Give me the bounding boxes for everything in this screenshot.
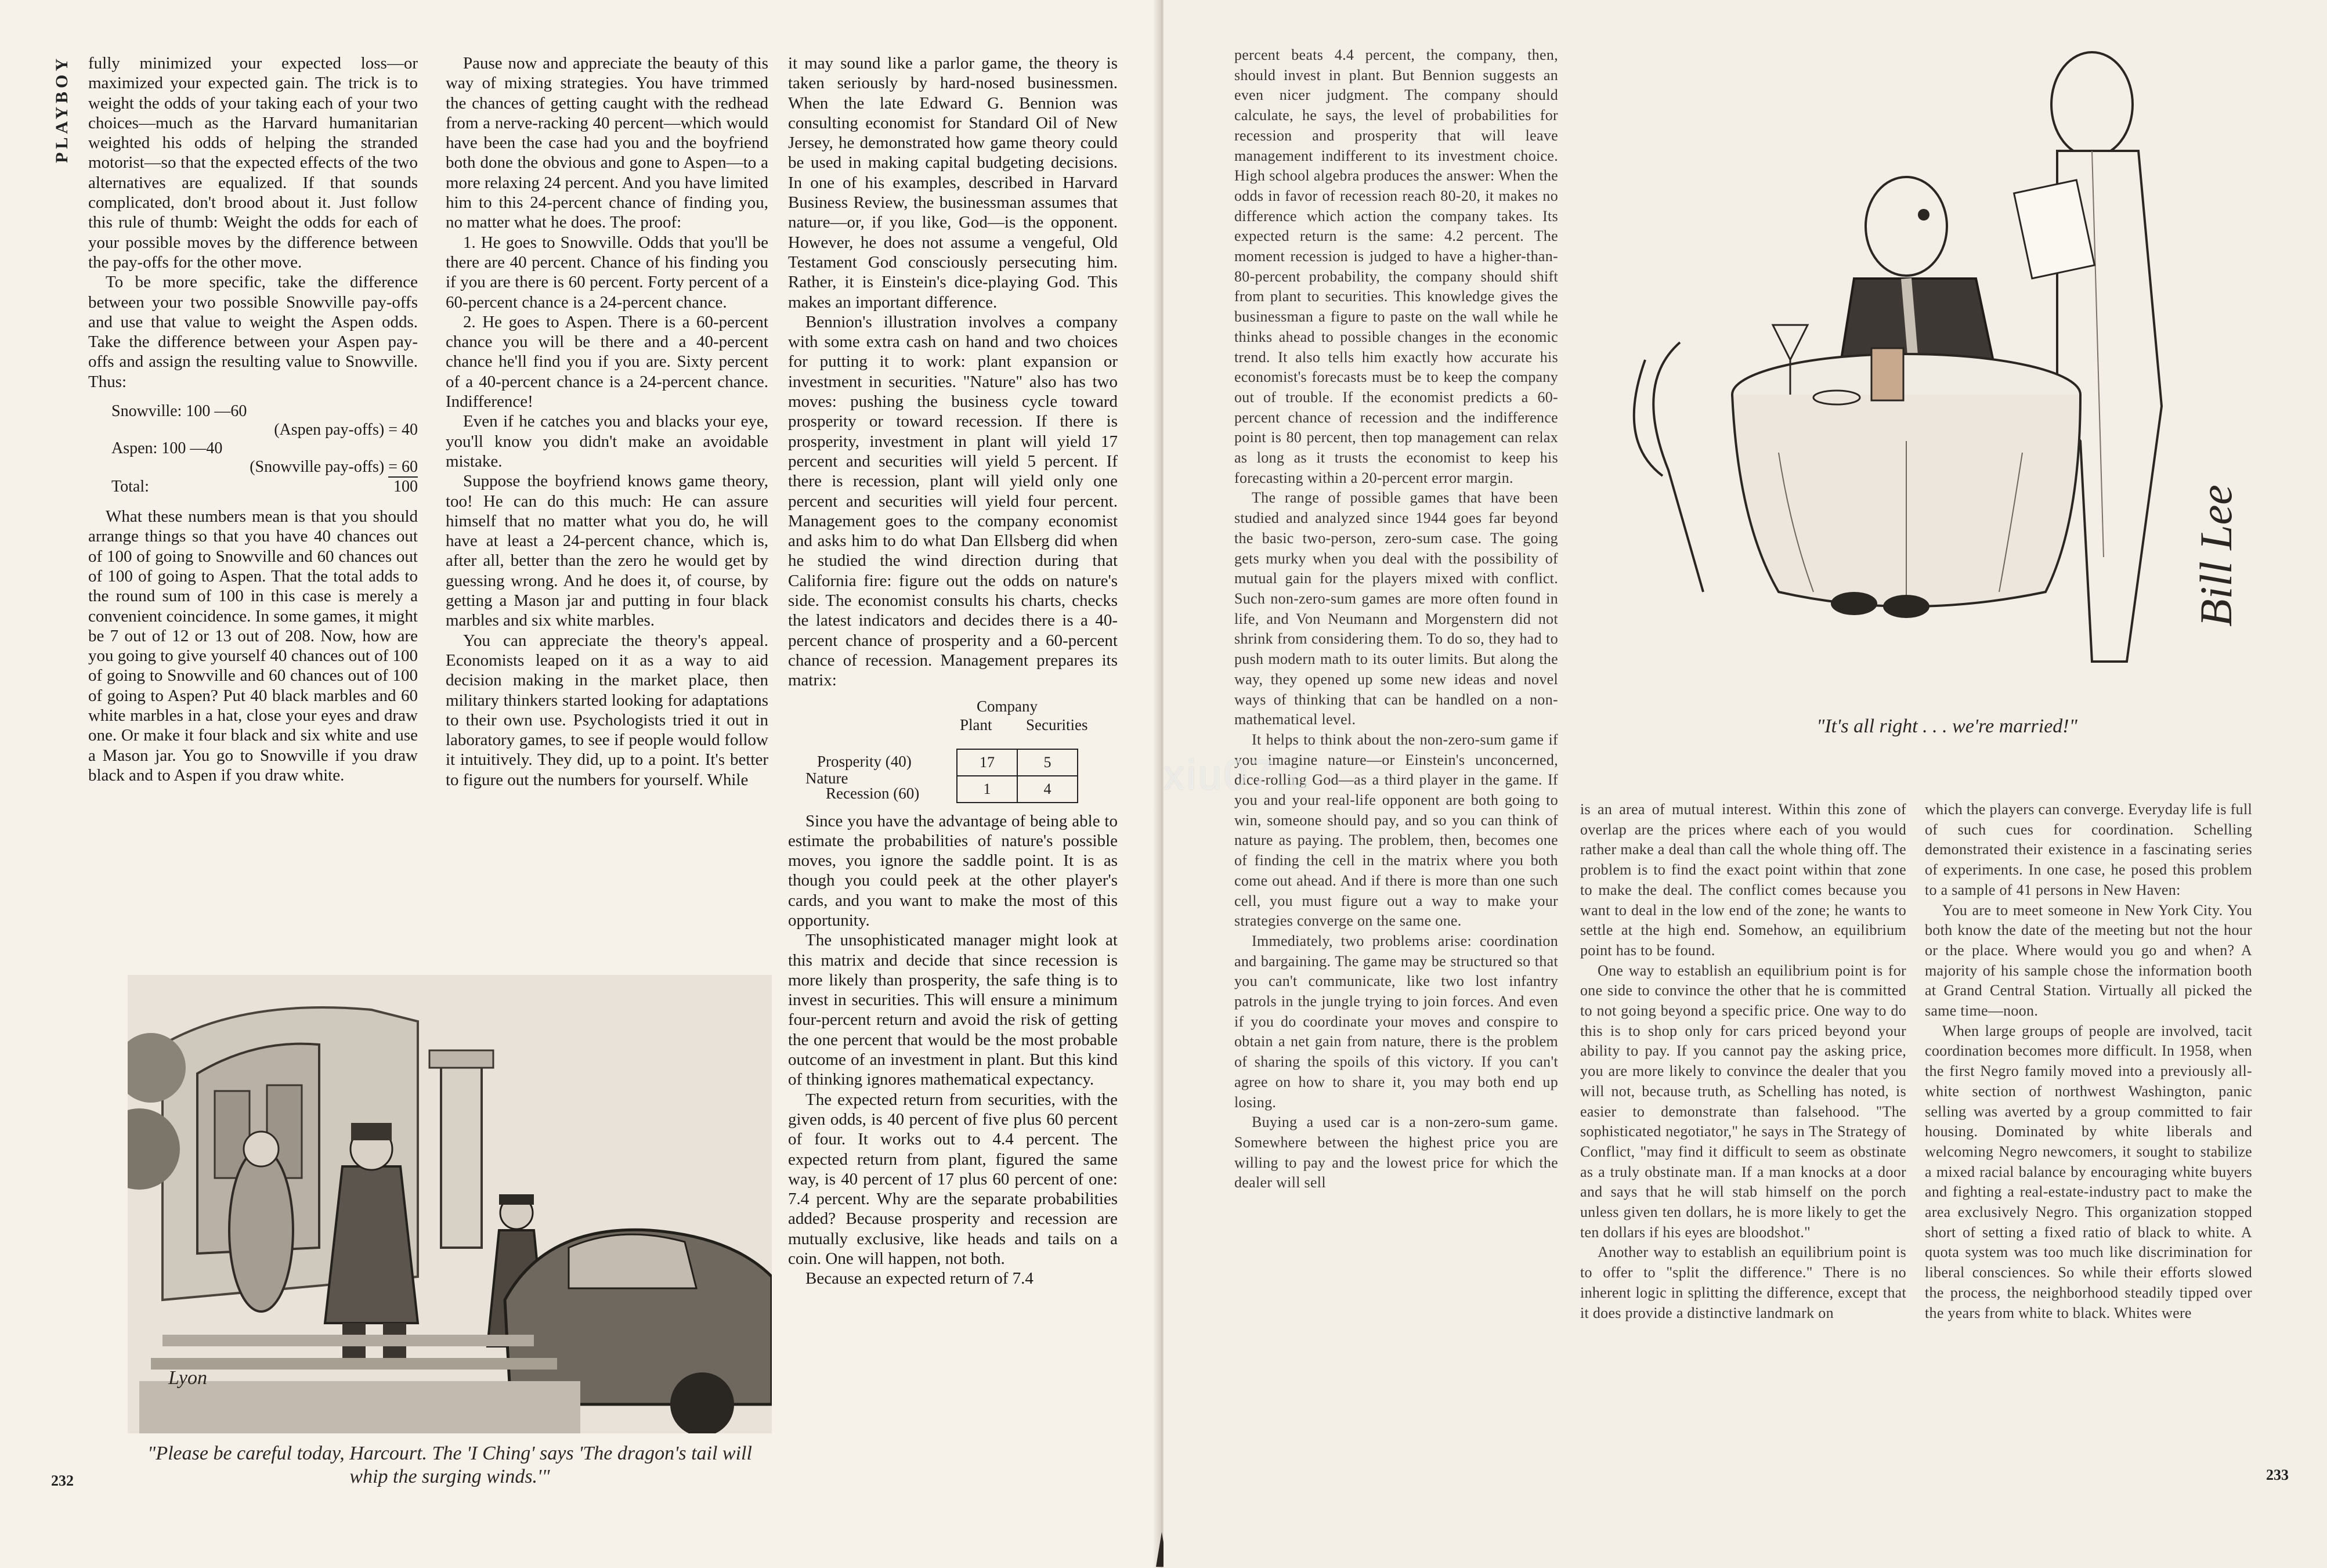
matrix-nature-label: Nature <box>805 769 848 787</box>
payoff-calculation <box>111 402 418 496</box>
paragraph: is an area of mutual interest. Within this zone of overlap are the prices where each of you would rather make a deal than call the whole thing off. The problem is to find the exact point within that zone to make the deal. The conflict comes because you want to deal in the low end of the zone; he wants to settle at the high end. Somehow, an equilibrium point has to be found. <box>1580 801 1906 959</box>
paragraph: which the players can converge. Everyday life is full of such cues for coordination. Schelling demonstrated their existence in a fascinating series of experiments. In one case, he posed this problem to a sample of 41 persons in New Haven: <box>1925 801 2252 898</box>
right-page <box>1164 0 2327 1568</box>
calc-total-label: Total: <box>111 478 149 496</box>
calc-snowville-value: = 40 <box>388 421 418 439</box>
calc-aspen-sub: (Snowville pay-offs) <box>250 458 385 476</box>
matrix-cell: 4 <box>1017 776 1078 803</box>
paragraph: Immediately, two problems arise: coordination and bargaining. The game may be structured so that you can't communicate, like two lost infantry patrols in the jungle trying to join forces. And even if you do coordinate your moves and conspire to obtain a net gain from nature, there is the problem of sharing the spoils of this victory. If you can't agree on how to share it, you may both end up losing. <box>1234 932 1558 1111</box>
paragraph: 2. He goes to Aspen. There is a 60-percent chance you will be there and a 40-percent chance he'll find you if you are. Sixty percent of a 40-percent chance is a 24-percent chance. Indifference! <box>446 312 768 411</box>
magazine-running-head: PLAYBOY <box>52 55 71 163</box>
cartoon-signature: Lyon <box>168 1367 207 1389</box>
paragraph: Suppose the boyfriend knows game theory, too! He can do this much: He can assure himself that no matter what you do, he will have at least a 24-percent chance, which is, after all, better than the zero he would get by guessing wrong. And he does it, of course, by getting a Mason jar and putting in four black marbles and six white marbles. <box>446 472 768 630</box>
paragraph: 1. He goes to Snowville. Odds that you'll be there are 40 percent. Chance of his finding you if you are there is 60 percent. Forty percent of a 60-percent chance is a 24-percent chance. <box>446 233 768 312</box>
paragraph: Since you have the advantage of being able to estimate the probabilities of nature's possible moves, you ignore the saddle point. It is as though you could peek at the other player's cards, and you want to make the most of this opportunity. <box>788 811 1118 930</box>
paragraph: Bennion's illustration involves a company with some extra cash on hand and two choices for putting it to work: plant expansion or investment in securities. "Nature" also has two moves: pushing the business cycle toward prosperity or toward recession. If there is prosperity, investment in plant will yield 17 percent and securities will yield 5 percent. If there is recession, plant will yield only one percent and securities will yield four percent. Management goes to the company economist and asks him to do what Dan Ellsberg did when he studied the wind direction during that California fire: figure out the odds on nature's side. The economist consults his charts, checks the latest indicators and decides there is a 40-percent chance of prosperity and a 60-percent chance of recession. Management prepares its matrix: <box>788 312 1118 690</box>
page-number-right: 233 <box>2266 1466 2289 1483</box>
matrix-securities-header: Securities <box>1026 716 1088 734</box>
paragraph: The range of possible games that have been studied and analyzed since 1944 goes far beyond the basic two-person, zero-sum case. The going gets murky when you deal with the possibility of mutual gain for the players mixed with conflict. Such non-zero-sum games are more often found in life, and Von Neumann and Morgenstern did not shrink from considering them. To do so, they had to push modern math to its outer limits. But along the way, they opened up some new ideas and novel ways of thinking that can be handled on a non-mathematical level. <box>1234 489 1558 728</box>
paragraph: The unsophisticated manager might look at this matrix and decide that since recession is more likely than prosperity, the safe thing is to invest in securities. This will ensure a minimum four-percent return and avoid the risk of getting the one percent that would be the most probable outcome of an investment in plant. But this kind of thinking ignores mathematical expectancy. <box>788 931 1118 1089</box>
matrix-recession-label: Recession (60) <box>826 784 920 802</box>
watermark: xiu07.c <box>1164 752 1313 799</box>
paragraph: You are to meet someone in New York City. You both know the date of the meeting but not the hour or the place. Where would you go and when? A majority of his sample chose the information booth at Grand Central Station. Virtually all picked the same time—noon. <box>1925 901 2252 1020</box>
matrix-table <box>956 749 1078 803</box>
calc-snowville-sub: (Aspen pay-offs) <box>274 421 385 439</box>
paragraph: What these numbers mean is that you should arrange things so that you have 40 chances out of 100 of going to Snowville and 60 chances out of 100 of going to Aspen. That the total adds to the round sum of 100 in this case is merely a convenient coincidence. In some games, it might be 7 out of 12 or 13 out of 208. Now, how are you going to give yourself 40 chances out of 100 of going to Snowville and 60 chances out of 100 of going to Aspen? Put 40 black marbles and 60 white marbles in a hat, close your eyes and draw one. Or make it four black and six white and use a Mason jar. You go to Snowville if you draw black and to Aspen if you draw white. <box>88 507 418 785</box>
paragraph: Because an expected return of 7.4 <box>805 1269 1034 1288</box>
paragraph: fully minimized your expected loss—or maximized your expected gain. The trick is to weight the odds of your taking each of your two choices—much as the Harvard humanitarian weighted his odds of helping the stranded motorist—so that the expected effects of the two alternatives are equalized. If that sounds complicated, don't brood about it. Just follow this rule of thumb: Weight the odds for each of your possible moves by the difference between the pay-offs for the other move. <box>88 54 418 272</box>
matrix-plant-header: Plant <box>960 716 992 734</box>
cartoon-signature: Bill Lee <box>2191 485 2241 627</box>
calc-snowville: Snowville: 100 —60 <box>111 402 247 421</box>
paragraph: To be more specific, take the difference between your two possible Snowville pay-offs and use that value to weight the Aspen odds. Take the difference between your Aspen pay-offs and assign the resulting value to Snowville. Thus: <box>88 273 418 391</box>
right-column-2 <box>1580 800 1906 1323</box>
cartoon-illustration-right <box>1581 35 2243 720</box>
paragraph: One way to establish an equilibrium point is for one side to convince the other that he is committed to not going beyond a specific price. One way to do this is to shop only for cars priced beyond your ability to pay. If you cannot pay the asking price, you are more likely to convince the dealer that you will not, because truth, as Schelling has noted, is easier to demonstrate than falsehood. "The sophisticated negotiator," he says in The Strategy of Conflict, "may find it difficult to seem as obstinate as a truly obstinate man. If a man knocks at a door and says that he will stab himself on the porch unless given ten dollars, he is more likely to get the ten dollars if his eyes are bloodshot." <box>1580 962 1906 1241</box>
paragraph: Buying a used car is a non-zero-sum game. Somewhere between the highest price you are willing to pay and the lowest price for which the dealer will sell <box>1234 1114 1558 1191</box>
cartoon-drawing <box>128 975 772 1433</box>
paragraph: It helps to think about the non-zero-sum game if you imagine nature—or Einstein's unconcerned, dice-rolling God—as a third player in the game. If you and your real-life opponent are both going to win, someone should pay, and so you can think of nature as paying. The problem, then, becomes one of finding the cell in the matrix where you both come out ahead. And if there is more than one such cell, you must figure out a way to make your strategies converge on the same one. <box>1234 731 1558 930</box>
right-column-3 <box>1925 800 2252 1323</box>
paragraph: Another way to establish an equilibrium point is to offer to "split the difference." There is no inherent logic in splitting the difference, except that it does provide a distinctive landmark on <box>1580 1244 1906 1321</box>
paragraph: it may sound like a parlor game, the theory is taken seriously by hard-nosed businessmen. When the late Edward G. Bennion was consulting economist for Standard Oil of New Jersey, he demonstrated how game theory could be used in making capital budgeting decisions. In one of his examples, described in Harvard Business Review, the businessman assumes that nature—or, if you like, God—is the opponent. However, he does not assume a vengeful, Old Testament God consciously persecuting him. Rather, it is Einstein's dice-playing God. This makes an important difference. <box>788 54 1118 312</box>
paragraph: The expected return from securities, with the given odds, is 40 percent of five plus 60 percent of four. It works out to 4.4 percent. The expected return from plant, figured the same way, is 40 percent of 17 plus 60 percent of one: 7.4 percent. Why are the separate probabilities added? Because prosperity and recession are mutually exclusive, like heads and tails on a coin. One will happen, not both. <box>788 1090 1118 1269</box>
matrix-prosperity-label: Prosperity (40) <box>817 752 912 770</box>
calc-aspen: Aspen: 100 —40 <box>111 439 223 458</box>
calc-total-value: 100 <box>393 478 418 496</box>
left-column-3 <box>788 53 1118 1289</box>
left-page <box>0 0 1158 1568</box>
matrix-company-label: Company <box>977 697 1038 715</box>
paragraph: Even if he catches you and blacks your eye, you'll know you didn't make an avoidable mistake. <box>446 412 768 471</box>
right-column-1 <box>1234 45 1558 1193</box>
cartoon-illustration-left <box>128 975 772 1433</box>
paragraph: percent beats 4.4 percent, the company, then, should invest in plant. But Bennion suggests an even nicer judgment. The company should calculate, he says, the level of probabilities for recession and prosperity that will leave management indifferent to its investment choice. High school algebra produces the answer: When the odds in favor of recession reach 80-20, it makes no difference which action the company takes. Its expected return is the same: 4.2 percent. The moment recession is judged to have a higher-than-80-percent probability, the company should shift from plant to securities. This knowledge gives the businessman a figure to paste on the wall while he thinks ahead to possible changes in the economic trend. It also tells him exactly how accurate his economist's forecasts must be to keep the company out of trouble. If the economist predicts a 60-percent chance of recession and the indifference point is 80 percent, then top management can relax as long as it trusts the economist to keep his forecasting within a 20-percent error margin. <box>1234 46 1558 486</box>
page-number-left: 232 <box>51 1472 74 1489</box>
payoff-matrix <box>788 698 1118 802</box>
matrix-cell: 17 <box>957 749 1017 776</box>
cartoon-drawing <box>1581 35 2243 720</box>
left-column-2 <box>446 53 768 790</box>
left-column-1 <box>88 53 418 785</box>
paragraph: Pause now and appreciate the beauty of this way of mixing strategies. You have trimmed the chances of getting caught with the redhead from a nerve-racking 40 percent—which would have been the case had you and the boyfriend both done the obvious and gone to Aspen—to a more relaxing 24 percent. And you have limited him to this 24-percent chance of finding you, no matter what he does. The proof: <box>446 54 768 232</box>
paragraph: When large groups of people are involved, tacit coordination becomes more difficult. In 1958, when the first Negro family moved into a previously all-white section of northwest Washington, panic selling was averted by a group committed to fair housing. Dominated by white liberals and welcoming Negro newcomers, it sought to stabilize a mixed racial balance by encouraging white buyers and fighting a real-estate-industry pact to make the area exclusively Negro. This organization stopped short of setting a fixed ratio of black to white. A quota system was too much like discrimination for liberal consciences. So while their efforts slowed the process, the neighborhood steadily tipped over the years from white to black. Whites were <box>1925 1022 2252 1321</box>
matrix-cell: 5 <box>1017 749 1078 776</box>
cartoon-caption-left: "Please be careful today, Harcourt. The 'I Ching' says 'The dragon's tail will whip the surging winds.'" <box>147 1443 752 1487</box>
matrix-cell: 1 <box>957 776 1017 803</box>
paragraph: You can appreciate the theory's appeal. Economists leaped on it as a way to aid decision making in the market place, then military thinkers started looking for adaptations to their own use. Psychologists tried it out in laboratory games, to see if people would follow it intuitively. They did, up to a point. It's better to figure out the numbers for yourself. While <box>446 631 768 789</box>
cartoon-caption-right: "It's all right . . . we're married!" <box>1816 716 2077 737</box>
calc-aspen-value: = 60 <box>388 458 418 478</box>
